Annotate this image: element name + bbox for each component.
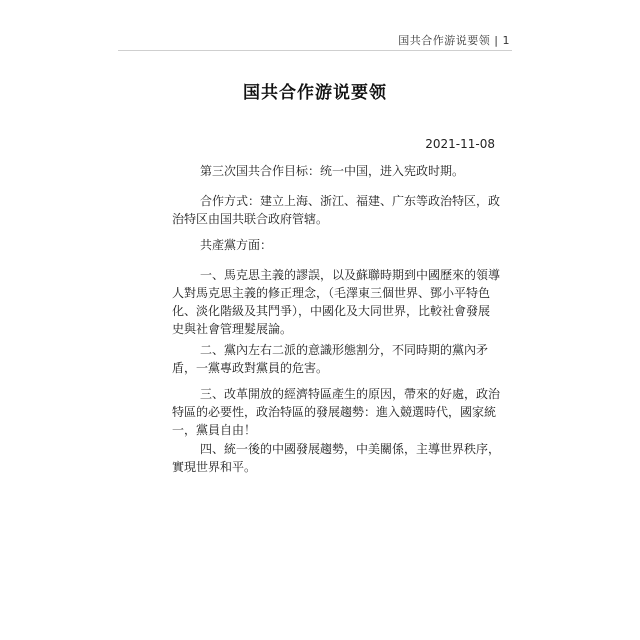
paragraph-point-1: 一、馬克思主義的謬誤，以及蘇聯時期到中國歷來的領導人對馬克思主義的修正理念，（毛澤東三個世界、鄧小平特色化、淡化階級及其鬥爭），中國化及大同世界，比較社會發展史與社會管理髮展論。: [172, 268, 501, 336]
paragraph-point-2: 二、黨內左右二派的意識形態割分，不同時期的黨內矛盾，一黨專政對黨員的危害。: [172, 343, 489, 375]
paragraph-goal: 第三次国共合作目标：统一中国，进入宪政时期。: [200, 164, 465, 178]
paragraph-point-3: 三、改革開放的經濟特區產生的原因，帶來的好處，政治特區的必要性，政治特區的發展趨勢：進入競選時代，國家統一，黨員自由！: [172, 387, 501, 437]
running-header: 国共合作游说要领 | 1: [398, 34, 510, 47]
paragraph-party-heading: 共產黨方面：: [200, 238, 273, 252]
paragraph-point-4: 四、統一後的中國發展趨勢，中美關係，主導世界秩序，實現世界和平。: [172, 442, 501, 474]
paragraph-method: 合作方式：建立上海、浙江、福建、广东等政治特区，政治特区由国共联合政府管辖。: [172, 194, 501, 226]
header-divider: [118, 50, 512, 51]
document-title: 国共合作游说要领: [243, 83, 387, 103]
document-date: 2021-11-08: [425, 137, 495, 151]
